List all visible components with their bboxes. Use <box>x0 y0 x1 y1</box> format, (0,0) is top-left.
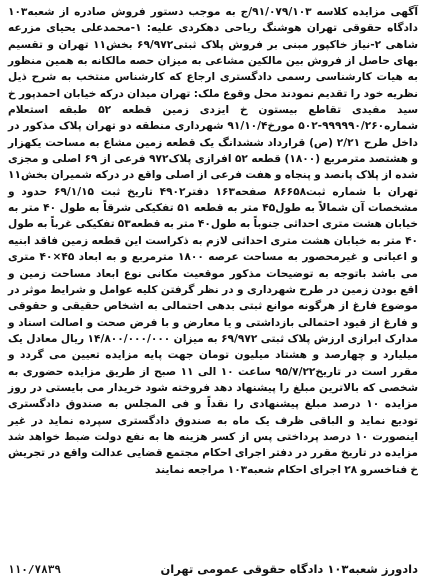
notice-body: آگهی مزایده کلاسه ۹۱/۰۷۹/۱۰۳/ج به موجب دستور فروش صادره از شعبه۱۰۳ دادگاه حقوقی تهران هوشنگ ریاحی دهکردی علیه: ۱-محمدعلی یحیای مزرعه شاهی ۲-نیاز خاکپور مبنی بر فروش پلاک ثبتی۶۹/۹۷۲ بخش۱۱ تهران و تقسیم بهای حاصل از فروش بین مالکین مشاعی به میزان حصه مالکانه به همین منظور به هیات کارشناسی رسمی دادگستری ارجاع که کارشناس منتخب به شرح ذیل نظریه خود را تقدیم نمودند محل وقوع ملک: تهران میدان درکه خیابان احمدپور خ سید مفیدی تقاطع بیستون خ ایزدی زمین قطعه ۵۲ طبقه استعلام شماره۹۹۹۹۹۰/۲۶۰-۵۰۲ مورخ۹۱/۱۰/۴ شهرداری منطقه دو تهران پلاک مذکور در داخل طرح ۲/۲۱ (ص) قرارداد ششدانگ یک قطعه زمین مشاع به مساحت یکهزار و هشتصد مترمربع (۱۸۰۰) قطعه ۵۲ افرازی پلاک۹۷۲ فرعی از ۶۹ اصلی و مجزی شده از پلاک پانصد و پنجاه و هفت فرعی از اصلی واقع در درکه شمیران بخش۱۱ تهران با شماره ثبت۸۶۶۵۸ صفحه۱۶۳ دفتر۴۹۰۲ تاریخ ثبت ۶۹/۱/۱۵ حدود و مشخصات آن شمالاً به طول۴۵ متر به قطعه ۵۱ تفکیکی شرقاً به طول ۴۰ متر به خیابان هشت متری احداثی جنوباً به طول۴۰ متر به قطعه۵۳ تفکیکی غرباً به طول ۴۰ متر به خیابان هشت متری احداثی لازم به ذکراست این قطعه زمین فاقد ابنیه و اعیانی و غیرمحصور به مساحت عرصه ۱۸۰۰ مترمربع و به ابعاد ۴۵×۴۰ متری می باشد باتوجه به توضیحات مذکور موقعیت مکانی نوع ابعاد مساحت زمین و اقع بودن زمین در طرح شهرداری و در نظر گرفتن کلیه عوامل و شرایط موثر در موضوع فارغ از هرگونه موانع ثبتی بدهی احتمالی به اشخاص حقیقی و حقوقی و فارغ از قیود احتمالی بازداشتی و یا معارض و با فرض صحت و اصالت اسناد و مدارک ابرازی ارزش پلاک ثبتی ۶۹/۹۷۲ به میزان ۱۴/۸۰۰/۰۰۰/۰۰۰ ریال معادل یک میلیارد و چهارصد و هشتاد میلیون تومان جهت پایه مزایده تعیین می گردد و مقرر است در تاریخ۹۵/۷/۲۲ ساعت ۱۰ الی ۱۱ صبح از طریق مزایده حضوری به شخصی که بالاترین مبلغ را پیشنهاد دهد فروخته شود خریدار می بایستی در روز مزایده ۱۰ درصد مبلغ پیشنهادی را نقداً و فی المجلس به صندوق دادگستری تودیع نماید و الباقی ظرف یک ماه به صندوق دادگستری سپرده نماید در غیر اینصورت ۱۰ درصد پرداختی پس از کسر هزینه ها به نفع دولت ضبط خواهد شد مزایده در تاریخ مقرر در دفتر اجرای احکام مجتمع قضایی عدالت واقع در تجریش خ فناخسرو ۲۸ اجرای احکام شعبه۱۰۳ مراجعه نمایند <box>8 6 419 476</box>
notice-signer: دادورز شعبه۱۰۳ دادگاه حقوقی عمومی تهران <box>160 562 418 576</box>
notice-code: ۱۱۰/۷۸۳۹ <box>8 562 61 576</box>
auction-notice <box>8 4 418 478</box>
notice-footer <box>8 560 418 578</box>
